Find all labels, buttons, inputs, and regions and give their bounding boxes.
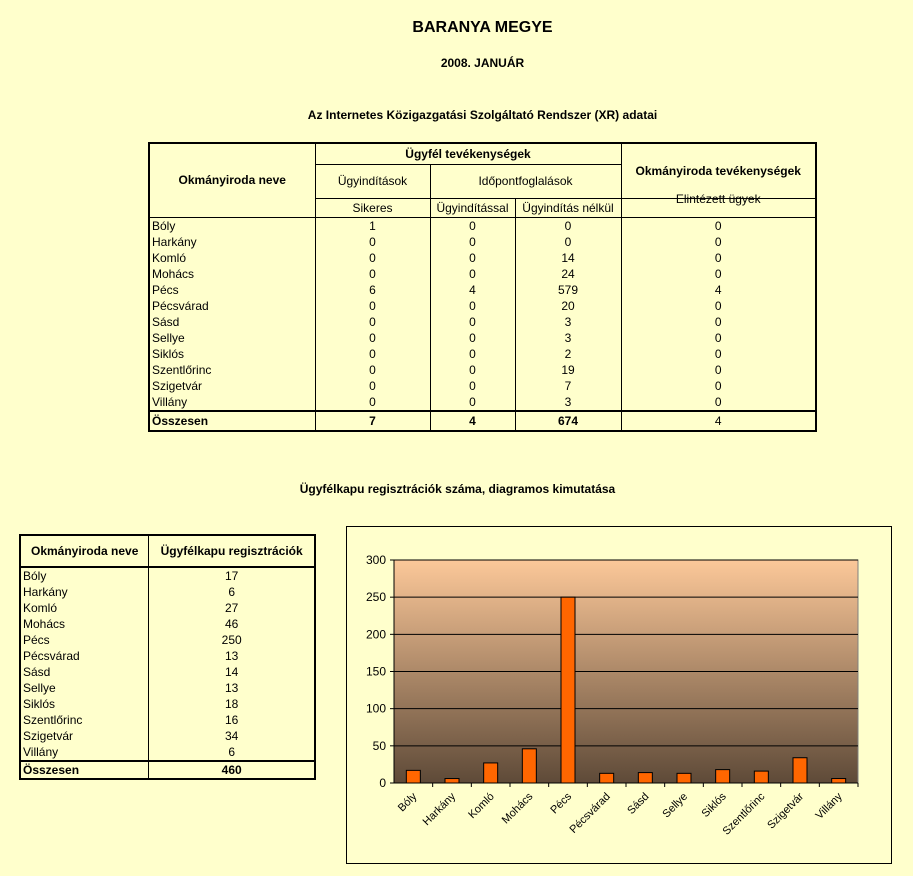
completed-count: 0 (621, 394, 816, 411)
col-completed: Elintézett ügyek (621, 190, 816, 209)
with-initiation-count: 0 (430, 218, 515, 235)
x-tick-label: Komló (466, 790, 497, 822)
without-initiation-count: 3 (515, 394, 621, 411)
office-name: Szigetvár (149, 378, 315, 394)
office-name: Pécsvárad (20, 648, 149, 664)
successful-count: 0 (315, 394, 430, 411)
registration-count: 13 (149, 648, 315, 664)
office-name: Sellye (20, 680, 149, 696)
bar-Mohács (522, 749, 536, 783)
successful-count: 0 (315, 266, 430, 282)
with-initiation-count: 0 (430, 362, 515, 378)
office-name: Pécsvárad (149, 298, 315, 314)
total-without: 674 (515, 411, 621, 431)
table-row (149, 378, 816, 394)
registration-count: 27 (149, 600, 315, 616)
office-name: Komló (20, 600, 149, 616)
without-initiation-count: 2 (515, 346, 621, 362)
office-name: Szentlőrinc (20, 712, 149, 728)
table-row (149, 266, 816, 282)
registrations-chart (346, 526, 892, 864)
office-name: Mohács (20, 616, 149, 632)
without-initiation-count: 579 (515, 282, 621, 298)
y-tick-label: 250 (365, 590, 386, 605)
office-name: Sásd (20, 664, 149, 680)
registration-count: 250 (149, 632, 315, 648)
office-name: Bóly (149, 218, 315, 235)
with-initiation-count: 0 (430, 346, 515, 362)
bar-Siklós (716, 770, 730, 783)
table-row (149, 234, 816, 250)
group-office-activities: Okmányiroda tevékenységek (621, 143, 816, 199)
xr-data-table (148, 142, 817, 432)
col-office-name: Okmányiroda neve (20, 535, 149, 567)
table-row (20, 728, 315, 744)
office-name: Harkány (20, 584, 149, 600)
x-tick-label: Szentlőrinc (720, 790, 768, 838)
x-tick-label: Sellye (660, 790, 691, 821)
y-tick-label: 150 (365, 664, 386, 679)
office-name: Szigetvár (20, 728, 149, 744)
completed-count: 4 (621, 282, 816, 298)
x-tick-label: Harkány (420, 790, 459, 829)
y-tick-label: 50 (372, 738, 386, 753)
registration-count: 6 (149, 584, 315, 600)
office-name: Pécs (149, 282, 315, 298)
registration-count: 46 (149, 616, 315, 632)
x-tick-label: Pécsvárad (567, 790, 613, 836)
without-initiation-count: 0 (515, 218, 621, 235)
col-successful: Sikeres (315, 199, 430, 218)
completed-count: 0 (621, 266, 816, 282)
office-name: Bóly (20, 567, 149, 584)
total-label: Összesen (20, 761, 149, 779)
successful-count: 0 (315, 250, 430, 266)
sub-bookings: Időpontfoglalások (430, 165, 621, 199)
table-row (149, 298, 816, 314)
successful-count: 0 (315, 314, 430, 330)
table-row (149, 314, 816, 330)
x-tick-label: Sásd (625, 790, 652, 817)
with-initiation-count: 0 (430, 266, 515, 282)
office-name: Siklós (20, 696, 149, 712)
bar-chart-svg (347, 527, 891, 863)
period-label: 2008. JANUÁR (440, 56, 525, 70)
col-registrations: Ügyfélkapu regisztrációk (149, 535, 315, 567)
total-row (149, 411, 816, 431)
completed-count: 0 (621, 314, 816, 330)
table-row (20, 632, 315, 648)
completed-count: 0 (621, 298, 816, 314)
bar-Pécsvárad (600, 773, 614, 783)
bar-Bóly (406, 770, 420, 783)
bar-Sellye (677, 773, 691, 783)
table-row (20, 600, 315, 616)
registration-count: 16 (149, 712, 315, 728)
registration-count: 6 (149, 744, 315, 761)
x-tick-label: Szigetvár (765, 790, 807, 832)
total-label: Összesen (149, 411, 315, 431)
y-tick-label: 0 (379, 776, 386, 790)
x-tick-label: Bóly (395, 790, 420, 815)
without-initiation-count: 0 (515, 234, 621, 250)
bar-Villány (832, 779, 846, 783)
x-tick-label: Villány (813, 790, 845, 822)
office-name: Sásd (149, 314, 315, 330)
office-name: Komló (149, 250, 315, 266)
total-with: 4 (430, 411, 515, 431)
successful-count: 1 (315, 218, 430, 235)
registrations-table (19, 534, 316, 780)
y-tick-label: 300 (365, 553, 386, 567)
bar-Szigetvár (793, 758, 807, 783)
registration-count: 14 (149, 664, 315, 680)
total-row (20, 761, 315, 779)
without-initiation-count: 7 (515, 378, 621, 394)
bar-Szentlőrinc (754, 771, 768, 783)
table-row (20, 567, 315, 584)
with-initiation-count: 0 (430, 234, 515, 250)
office-name: Mohács (149, 266, 315, 282)
x-tick-label: Pécs (548, 790, 575, 817)
with-initiation-count: 0 (430, 330, 515, 346)
office-name: Harkány (149, 234, 315, 250)
y-tick-label: 200 (365, 627, 386, 642)
table-row (20, 696, 315, 712)
table-row (20, 712, 315, 728)
office-name: Villány (149, 394, 315, 411)
completed-count: 0 (621, 378, 816, 394)
col-office-name: Okmányiroda neve (149, 143, 315, 218)
col-with-initiation: Ügyindítással (430, 199, 515, 218)
without-initiation-count: 19 (515, 362, 621, 378)
sub-initiations: Ügyindítások (315, 165, 430, 199)
bar-Sásd (638, 773, 652, 783)
bar-Pécs (561, 597, 575, 783)
x-tick-label: Mohács (499, 790, 536, 827)
table2-caption: Ügyfélkapu regisztrációk száma, diagramos kimutatása (299, 482, 616, 496)
successful-count: 0 (315, 378, 430, 394)
without-initiation-count: 24 (515, 266, 621, 282)
office-name: Szentlőrinc (149, 362, 315, 378)
table-row (149, 218, 816, 235)
completed-count: 0 (621, 234, 816, 250)
table-row (20, 584, 315, 600)
total-completed: 4 (621, 411, 816, 431)
table-row (149, 346, 816, 362)
registration-count: 34 (149, 728, 315, 744)
completed-count: 0 (621, 218, 816, 235)
successful-count: 6 (315, 282, 430, 298)
table-row (20, 664, 315, 680)
group-client-activities: Ügyfél tevékenységek (315, 143, 621, 165)
successful-count: 0 (315, 330, 430, 346)
page-title: BARANYA MEGYE (412, 19, 553, 36)
registration-count: 17 (149, 567, 315, 584)
table-row (20, 744, 315, 761)
table-row (20, 648, 315, 664)
table-row (20, 680, 315, 696)
office-name: Sellye (149, 330, 315, 346)
without-initiation-count: 3 (515, 314, 621, 330)
without-initiation-count: 3 (515, 330, 621, 346)
office-name: Villány (20, 744, 149, 761)
successful-count: 0 (315, 346, 430, 362)
total-registrations: 460 (149, 761, 315, 779)
with-initiation-count: 0 (430, 378, 515, 394)
completed-count: 0 (621, 362, 816, 378)
bar-Komló (484, 763, 498, 783)
with-initiation-count: 0 (430, 250, 515, 266)
table-row (149, 282, 816, 298)
with-initiation-count: 0 (430, 298, 515, 314)
registration-count: 18 (149, 696, 315, 712)
with-initiation-count: 0 (430, 314, 515, 330)
completed-count: 0 (621, 250, 816, 266)
successful-count: 0 (315, 362, 430, 378)
table-row (149, 394, 816, 411)
with-initiation-count: 4 (430, 282, 515, 298)
registration-count: 13 (149, 680, 315, 696)
office-name: Pécs (20, 632, 149, 648)
total-successful: 7 (315, 411, 430, 431)
table-row (149, 362, 816, 378)
bar-Harkány (445, 779, 459, 783)
completed-count: 0 (621, 330, 816, 346)
col-without-initiation: Ügyindítás nélkül (515, 199, 621, 218)
office-name: Siklós (149, 346, 315, 362)
without-initiation-count: 14 (515, 250, 621, 266)
table-row (149, 330, 816, 346)
without-initiation-count: 20 (515, 298, 621, 314)
table-row (20, 616, 315, 632)
successful-count: 0 (315, 298, 430, 314)
table1-caption: Az Internetes Közigazgatási Szolgáltató Rendszer (XR) adatai (307, 108, 658, 122)
with-initiation-count: 0 (430, 394, 515, 411)
table-row (149, 250, 816, 266)
x-tick-label: Siklós (699, 790, 729, 820)
completed-count: 0 (621, 346, 816, 362)
successful-count: 0 (315, 234, 430, 250)
y-tick-label: 100 (365, 701, 386, 716)
